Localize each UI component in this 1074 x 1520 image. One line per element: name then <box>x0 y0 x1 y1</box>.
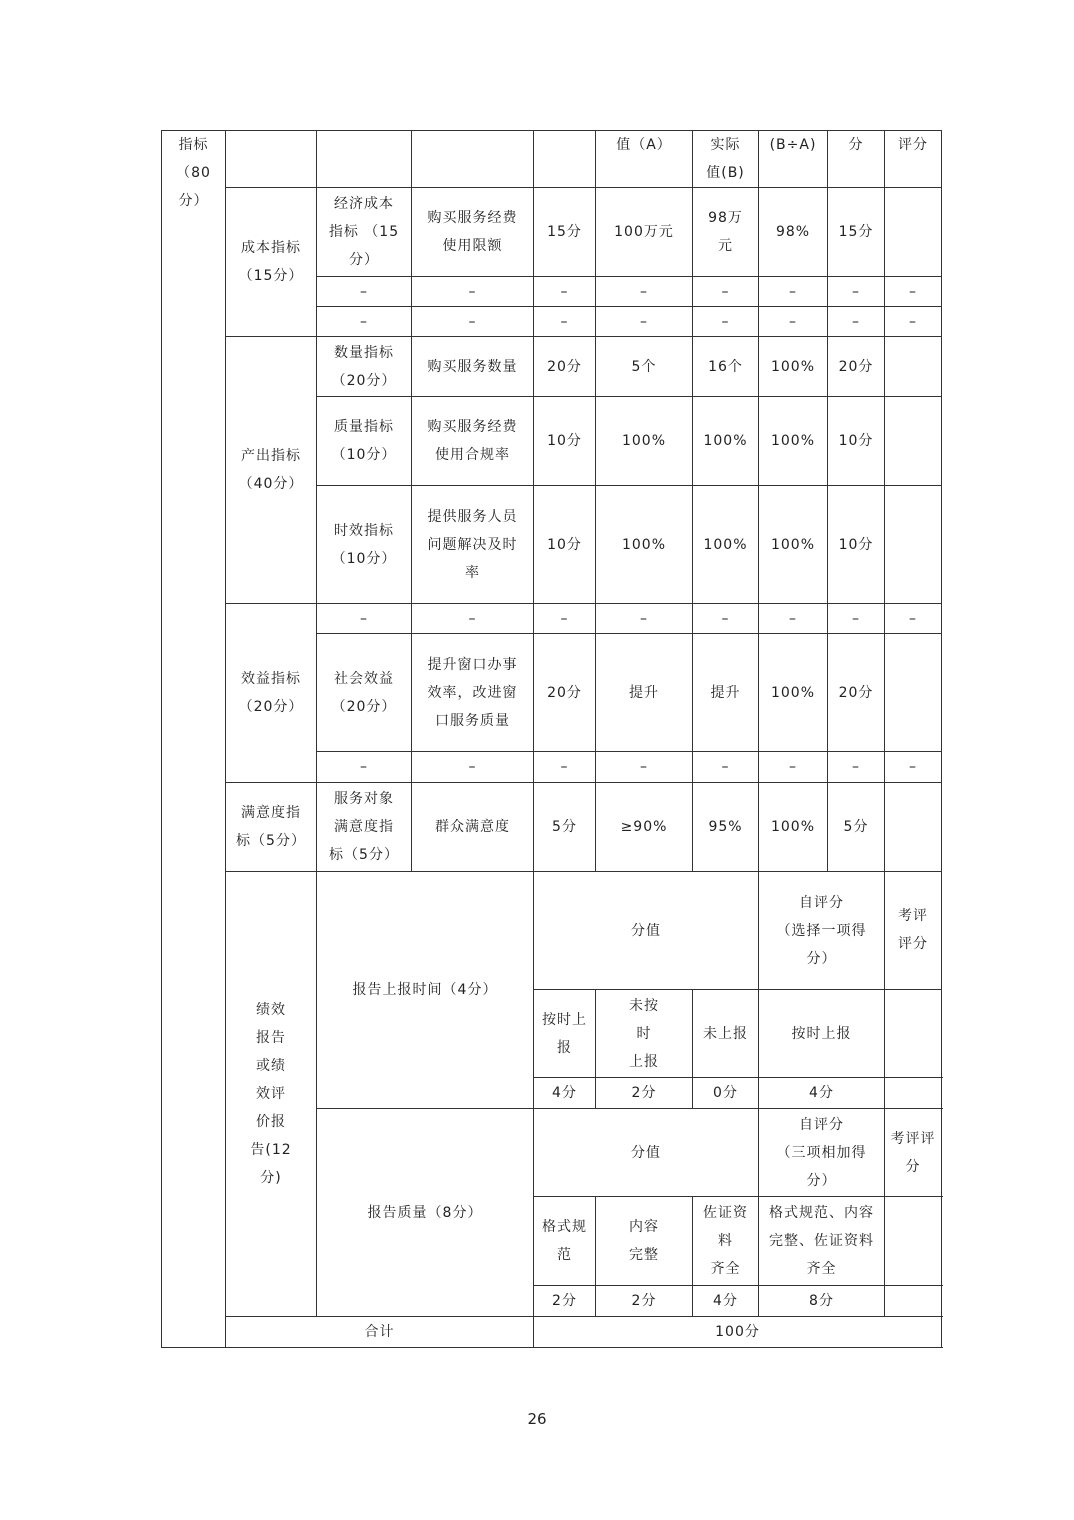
quality-level3: 质量指标 （10分） <box>317 397 412 486</box>
quality-review-blank <box>885 1197 942 1286</box>
option-late: 未按 时 上报 <box>596 990 693 1078</box>
satisfaction-level3: 服务对象 满意度指 标（5分） <box>317 783 412 872</box>
dash-cell: – <box>759 604 828 634</box>
option-format: 格式规范 <box>534 1197 596 1286</box>
points-late: 2分 <box>596 1078 693 1109</box>
report-timeliness-self-score-header: 自评分 （选择一项得 分） <box>759 872 885 990</box>
dash-cell: – <box>828 307 885 337</box>
dash-cell: – <box>412 604 534 634</box>
cost-level3: 经济成本 指标 （15 分） <box>317 188 412 277</box>
quality-weight: 10分 <box>534 397 596 486</box>
dash-cell: – <box>693 752 759 783</box>
header-score: 分 <box>828 131 885 188</box>
dash-cell: – <box>828 277 885 307</box>
cost-ratio: 98% <box>759 188 828 277</box>
header-target-value: 值（A） <box>596 131 693 188</box>
dash-cell: – <box>596 307 693 337</box>
quality-indicator: 购买服务经费 使用合规率 <box>412 397 534 486</box>
points-format: 2分 <box>534 1286 596 1317</box>
timeliness-indicator: 提供服务人员 问题解决及时 率 <box>412 486 534 604</box>
header-blank <box>226 131 317 188</box>
timeliness-actual: 100% <box>693 486 759 604</box>
points-on-time: 4分 <box>534 1078 596 1109</box>
dash-cell: – <box>759 752 828 783</box>
report-quality-label: 报告质量（8分） <box>317 1109 534 1317</box>
dash-cell: – <box>759 307 828 337</box>
report-timeliness-review-header: 考评 评分 <box>885 872 942 990</box>
satisfaction-review-score <box>885 783 942 872</box>
header-actual-value: 实际 值(B) <box>693 131 759 188</box>
benefit-target: 提升 <box>596 634 693 752</box>
dash-cell: – <box>596 752 693 783</box>
option-evidence: 佐证资料 齐全 <box>693 1197 759 1286</box>
report-quality-self-score-header: 自评分 （三项相加得 分） <box>759 1109 885 1197</box>
timeliness-review-blank <box>885 990 942 1078</box>
dash-cell: – <box>885 307 942 337</box>
option-content: 内容 完整 <box>596 1197 693 1286</box>
report-quality-score-value-header: 分值 <box>534 1109 759 1197</box>
dash-cell: – <box>412 307 534 337</box>
quantity-review-score <box>885 337 942 397</box>
option-on-time: 按时上报 <box>534 990 596 1078</box>
quality-self-points: 8分 <box>759 1286 885 1317</box>
benefit-ratio: 100% <box>759 634 828 752</box>
timeliness-ratio: 100% <box>759 486 828 604</box>
header-blank <box>534 131 596 188</box>
timeliness-review-score <box>885 486 942 604</box>
dash-cell: – <box>885 752 942 783</box>
quantity-weight: 20分 <box>534 337 596 397</box>
quantity-target: 5个 <box>596 337 693 397</box>
dash-cell: – <box>885 277 942 307</box>
satisfaction-target: ≥90% <box>596 783 693 872</box>
header-blank <box>317 131 412 188</box>
quality-review-points-blank <box>885 1286 942 1317</box>
points-not-reported: 0分 <box>693 1078 759 1109</box>
benefit-self-score: 20分 <box>828 634 885 752</box>
quantity-indicator: 购买服务数量 <box>412 337 534 397</box>
quality-review-score <box>885 397 942 486</box>
dash-cell: – <box>534 277 596 307</box>
dash-cell: – <box>596 604 693 634</box>
satisfaction-actual: 95% <box>693 783 759 872</box>
timeliness-target: 100% <box>596 486 693 604</box>
total-label: 合计 <box>226 1317 534 1348</box>
output-indicator-label: 产出指标 （40分） <box>226 337 317 604</box>
quantity-level3: 数量指标 （20分） <box>317 337 412 397</box>
satisfaction-ratio: 100% <box>759 783 828 872</box>
benefit-indicator-label: 效益指标 （20分） <box>226 604 317 783</box>
timeliness-self-score: 10分 <box>828 486 885 604</box>
benefit-level3: 社会效益 （20分） <box>317 634 412 752</box>
dash-cell: – <box>317 307 412 337</box>
timeliness-self-selected: 按时上报 <box>759 990 885 1078</box>
cost-review-score <box>885 188 942 277</box>
quantity-self-score: 20分 <box>828 337 885 397</box>
page-number: 26 <box>527 1410 547 1428</box>
report-timeliness-score-value-header: 分值 <box>534 872 759 990</box>
dash-cell: – <box>759 277 828 307</box>
satisfaction-self-score: 5分 <box>828 783 885 872</box>
quality-target: 100% <box>596 397 693 486</box>
cost-actual: 98万 元 <box>693 188 759 277</box>
dash-row <box>162 604 942 634</box>
timeliness-self-points: 4分 <box>759 1078 885 1109</box>
total-value: 100分 <box>534 1317 942 1348</box>
benefit-indicator: 提升窗口办事 效率，改进窗 口服务质量 <box>412 634 534 752</box>
category-output-indicator-label: 指标 （80 分） <box>162 131 226 1348</box>
dash-cell: – <box>412 752 534 783</box>
quality-self-selected: 格式规范、内容 完整、佐证资料 齐全 <box>759 1197 885 1286</box>
points-content: 2分 <box>596 1286 693 1317</box>
header-blank <box>412 131 534 188</box>
dash-cell: – <box>828 752 885 783</box>
report-quality-review-header: 考评评分 <box>885 1109 942 1197</box>
cost-indicator: 购买服务经费 使用限额 <box>412 188 534 277</box>
cost-self-score: 15分 <box>828 188 885 277</box>
dash-cell: – <box>693 307 759 337</box>
header-ratio: (B÷A) <box>759 131 828 188</box>
header-review-score: 评分 <box>885 131 942 188</box>
satisfaction-indicator-label: 满意度指 标（5分） <box>226 783 317 872</box>
quality-ratio: 100% <box>759 397 828 486</box>
option-not-reported: 未上报 <box>693 990 759 1078</box>
quality-actual: 100% <box>693 397 759 486</box>
timeliness-review-points-blank <box>885 1078 942 1109</box>
dash-cell: – <box>412 277 534 307</box>
dash-cell: – <box>534 752 596 783</box>
benefit-review-score <box>885 634 942 752</box>
quantity-actual: 16个 <box>693 337 759 397</box>
report-category-label: 绩效 报告 或绩 效评 价报 告(12 分) <box>226 872 317 1317</box>
cost-target: 100万元 <box>596 188 693 277</box>
quantity-ratio: 100% <box>759 337 828 397</box>
dash-cell: – <box>693 277 759 307</box>
satisfaction-indicator: 群众满意度 <box>412 783 534 872</box>
dash-cell: – <box>317 277 412 307</box>
dash-cell: – <box>693 604 759 634</box>
dash-cell: – <box>317 604 412 634</box>
timeliness-level3: 时效指标 （10分） <box>317 486 412 604</box>
benefit-actual: 提升 <box>693 634 759 752</box>
points-evidence: 4分 <box>693 1286 759 1317</box>
quality-self-score: 10分 <box>828 397 885 486</box>
timeliness-weight: 10分 <box>534 486 596 604</box>
dash-cell: – <box>317 752 412 783</box>
dash-cell: – <box>885 604 942 634</box>
satisfaction-weight: 5分 <box>534 783 596 872</box>
dash-cell: – <box>828 604 885 634</box>
dash-cell: – <box>596 277 693 307</box>
cost-weight: 15分 <box>534 188 596 277</box>
dash-cell: – <box>534 307 596 337</box>
performance-evaluation-table <box>161 130 942 1348</box>
dash-cell: – <box>534 604 596 634</box>
cost-indicator-label: 成本指标 （15分） <box>226 188 317 337</box>
benefit-weight: 20分 <box>534 634 596 752</box>
report-timeliness-label: 报告上报时间（4分） <box>317 872 534 1109</box>
